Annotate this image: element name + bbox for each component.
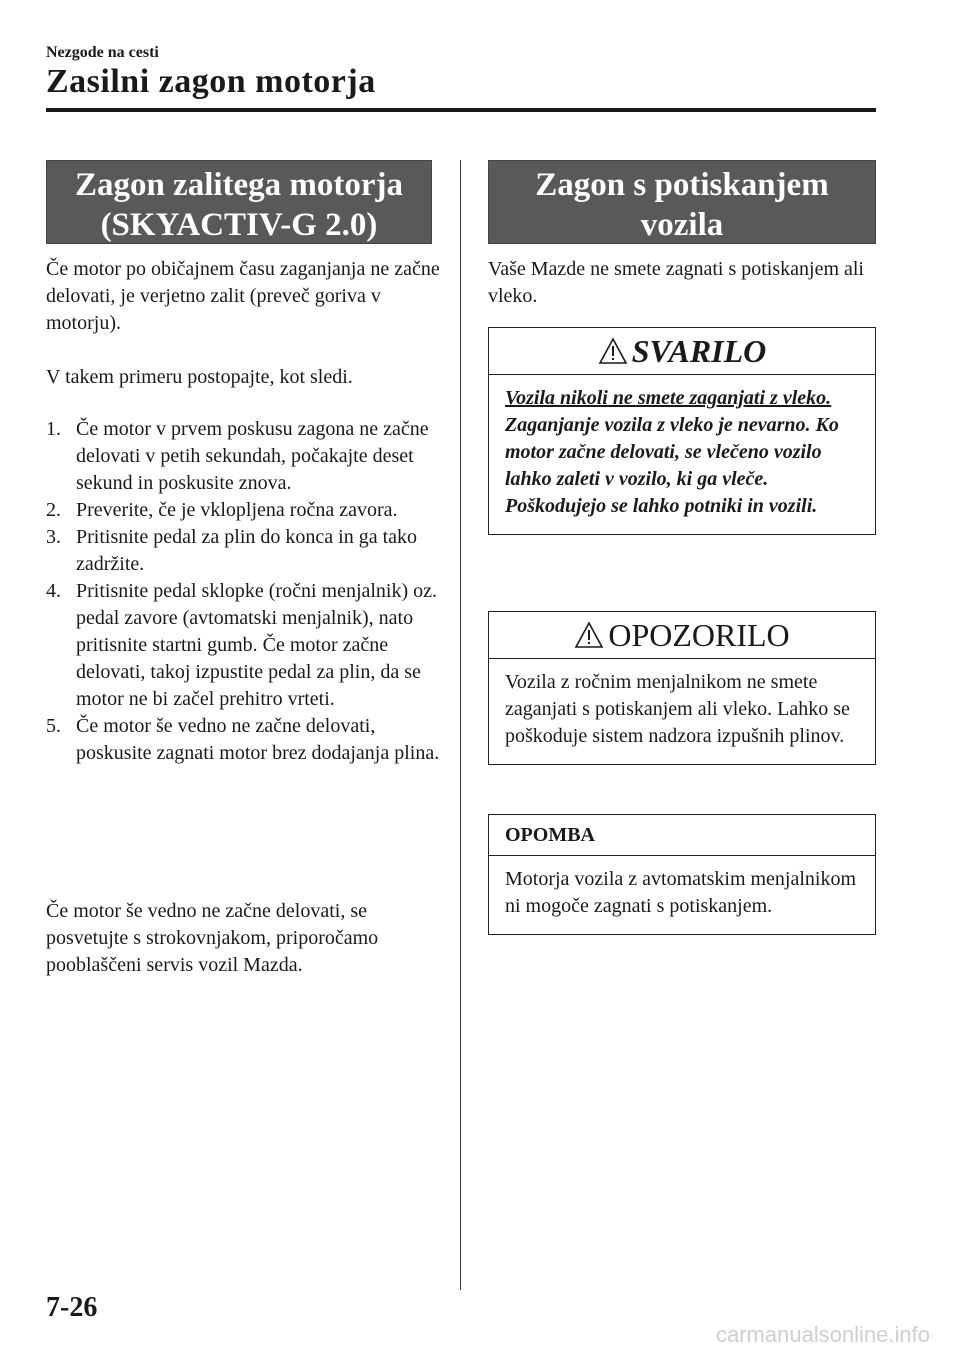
- step-number: 1.: [46, 418, 61, 440]
- note-body: Motorja vozila z avtomatskim menjalnikom ni mogoče zagnati s potiskanjem.: [505, 868, 857, 917]
- section-label: Nezgode na cesti: [46, 44, 159, 61]
- step-text: Pritisnite pedal za plin do konca in ga tako zadržite.: [76, 526, 418, 575]
- closing-paragraph: Če motor še vedno ne začne delovati, se posvetujte s strokovnjakom, priporočamo pooblaščeni servis vozil Mazda.: [46, 900, 379, 976]
- warning-body: [489, 375, 875, 534]
- heading-line-1: Zagon s potiskanjem: [535, 167, 829, 203]
- warning-header: [489, 328, 875, 375]
- steps-list: [46, 416, 446, 767]
- lead-paragraph: V takem primeru postopajte, kot sledi.: [46, 366, 353, 388]
- list-item: [46, 713, 446, 767]
- title-rule: [46, 108, 876, 112]
- heading-flooded-engine: [46, 160, 432, 244]
- caution-box: [488, 611, 876, 765]
- caution-title: OPOZORILO: [608, 616, 790, 653]
- warning-lead: Vozila nikoli ne smete zaganjati z vleko.: [505, 387, 832, 409]
- step-number: 3.: [46, 526, 61, 548]
- warning-triangle-icon: [598, 337, 628, 365]
- warning-triangle-icon: [574, 621, 604, 649]
- heading-line-1: Zagon zalitega motorja: [74, 167, 404, 203]
- chapter-title: Zasilni zagon motorja: [46, 63, 376, 100]
- note-header: [489, 815, 875, 856]
- step-number: 4.: [46, 580, 61, 602]
- note-box: [488, 814, 876, 935]
- heading-line-2: vozila: [640, 207, 724, 243]
- watermark: carmanualsonline.info: [715, 1322, 930, 1347]
- list-item: [46, 416, 446, 497]
- column-divider: [460, 160, 461, 1290]
- list-item: [46, 578, 446, 713]
- page-number: 7-26: [46, 1292, 98, 1323]
- heading-push-start: [488, 160, 876, 244]
- note-title: OPOMBA: [505, 823, 595, 846]
- step-number: 5.: [46, 715, 61, 737]
- intro-paragraph: Če motor po običajnem času zaganjanja ne začne delovati, je verjetno zalit (preveč goriva v motorju).: [46, 258, 440, 334]
- step-text: Preverite, če je vklopljena ročna zavora.: [76, 499, 398, 521]
- caution-header: [489, 612, 875, 659]
- caution-body: Vozila z ročnim menjalnikom ne smete zaganjati s potiskanjem ali vleko. Lahko se poškoduje sistem nadzora izpušnih plinov.: [505, 671, 850, 747]
- heading-line-2: (SKYACTIV-G 2.0): [100, 207, 378, 243]
- warning-text: Zaganjanje vozila z vleko je nevarno. Ko motor začne delovati, se vlečeno vozilo lahko zaleti v vozilo, ki ga vleče. Poškodujejo se lahko potniki in vozili.: [505, 414, 839, 517]
- warning-title: SVARILO: [631, 332, 767, 369]
- step-text: Če motor še vedno ne začne delovati, poskusite zagnati motor brez dodajanja plina.: [76, 715, 440, 764]
- list-item: [46, 524, 446, 578]
- intro-paragraph: Vaše Mazde ne smete zagnati s potiskanjem ali vleko.: [488, 258, 864, 307]
- step-text: Pritisnite pedal sklopke (ročni menjalnik) oz. pedal zavore (avtomatski menjalnik), nato pritisnite startni gumb. Če motor začne delovati, takoj izpustite pedal za plin, da se motor ne bi začel prehitro vrteti.: [76, 580, 438, 710]
- step-number: 2.: [46, 499, 61, 521]
- warning-box: [488, 327, 876, 535]
- list-item: [46, 497, 446, 524]
- step-text: Če motor v prvem poskusu zagona ne začne delovati v petih sekundah, počakajte deset sekund in poskusite znova.: [76, 418, 429, 494]
